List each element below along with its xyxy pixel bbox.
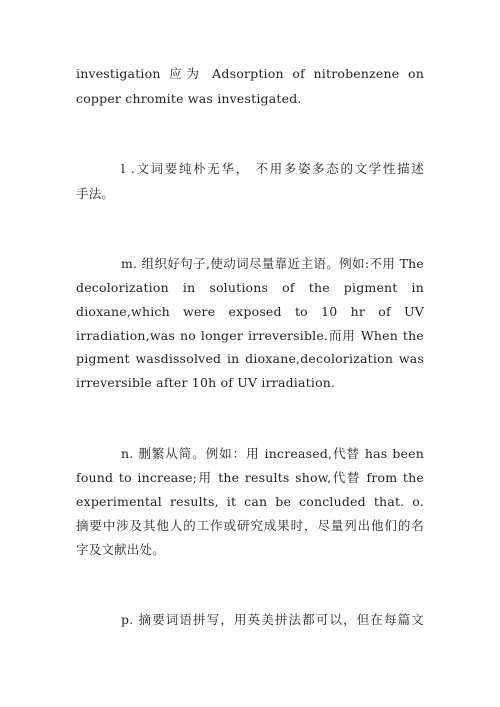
paragraph-line: 手法。 bbox=[76, 186, 115, 201]
paragraph-line: 摘要中涉及其他人的工作或研究成果时，尽量列出他们的名 bbox=[76, 518, 424, 533]
paragraph-line: 字及文献出处。 bbox=[76, 542, 165, 557]
paragraph-line: dioxane,which were exposed to 10 hr of UV bbox=[76, 304, 424, 319]
paragraph-line: p. 摘要词语拼写，用英美拼法都可以，但在每篇文 bbox=[121, 612, 424, 627]
paragraph-line: pigment wasdissolved in dioxane,decolorization was bbox=[76, 351, 424, 366]
paragraph-line: copper chromite was investigated. bbox=[76, 91, 302, 106]
paragraph-line: irradiation,was no longer irreversible.而用 When the bbox=[76, 328, 424, 343]
paragraph-line: decolorization in solutions of the pigment in bbox=[76, 280, 424, 295]
paragraph-line: experimental results, it can be concluded that. o. bbox=[76, 494, 424, 509]
paragraph-line: l .文词要纯朴无华， 不用多姿多态的文学性描述 bbox=[121, 161, 424, 176]
paragraph-line: investigation 应为 Adsorption of nitrobenzene on bbox=[76, 66, 424, 81]
paragraph-line: irreversible after 10h of UV irradiation. bbox=[76, 375, 336, 390]
paragraph-line: n. 删繁从简。例如：用 increased,代替 has been bbox=[121, 446, 424, 461]
paragraph-line: m. 组织好句子,使动词尽量靠近主语。例如:不用 The bbox=[121, 256, 424, 271]
paragraph-line: found to increase;用 the results show,代替 from the bbox=[76, 470, 424, 485]
